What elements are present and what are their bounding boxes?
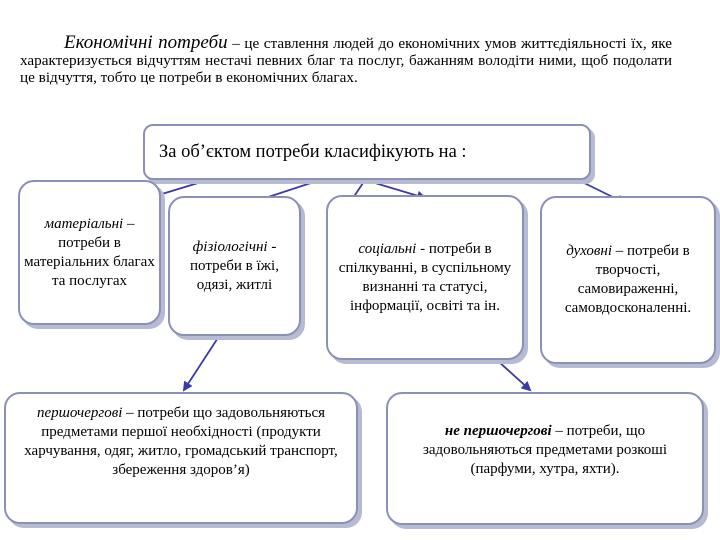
non-first-priority-term: не першочергові bbox=[444, 423, 552, 439]
first-priority-needs-box bbox=[4, 392, 358, 524]
material-desc: – потреби в матеріальних благах та послугах bbox=[24, 215, 155, 289]
social-needs-box bbox=[326, 195, 524, 360]
non-first-priority-desc: – потреби, що задовольняються предметами розкоші (парфуми, хутра, яхти). bbox=[422, 423, 668, 477]
spiritual-desc: – потреби в творчості, самовираженні, самовдосконаленні. bbox=[564, 243, 692, 316]
classification-header bbox=[143, 124, 591, 180]
physiological-needs-box bbox=[168, 196, 301, 336]
intro-term: Економічні потреби bbox=[64, 32, 228, 53]
spiritual-needs-box bbox=[540, 196, 716, 364]
material-needs-box bbox=[18, 180, 161, 325]
physiological-term: фізіологічні bbox=[192, 238, 268, 255]
material-term: матеріальні bbox=[44, 215, 124, 232]
intro-definition: – це ставлення людей до економічних умов життєдіяльності їх, яке характеризується відчуттям нестачі певних благ та послуг, бажанням володіти ними, щоб подолати це відчуття, тобто це потреби в економічних благах. bbox=[20, 35, 672, 86]
spiritual-term: духовні bbox=[566, 243, 613, 259]
non-first-priority-needs-box bbox=[386, 392, 704, 525]
social-term: соціальні bbox=[358, 240, 417, 257]
intro-paragraph bbox=[20, 34, 672, 86]
social-desc: - потреби в спілкуванні, в суспільному визнанні та статусі, інформації, освіті та ін. bbox=[338, 240, 512, 314]
header-label: За об’єктом потреби класифікують на : bbox=[159, 141, 467, 162]
first-priority-desc: – потреби що задовольняються предметами першої необхідності (продукти харчування, одяг, житло, громадський транспорт, збереження здоров’я) bbox=[24, 405, 338, 478]
physiological-desc: - потреби в їжі, одязі, житлі bbox=[190, 238, 279, 293]
first-priority-term: першочергові bbox=[36, 405, 123, 421]
